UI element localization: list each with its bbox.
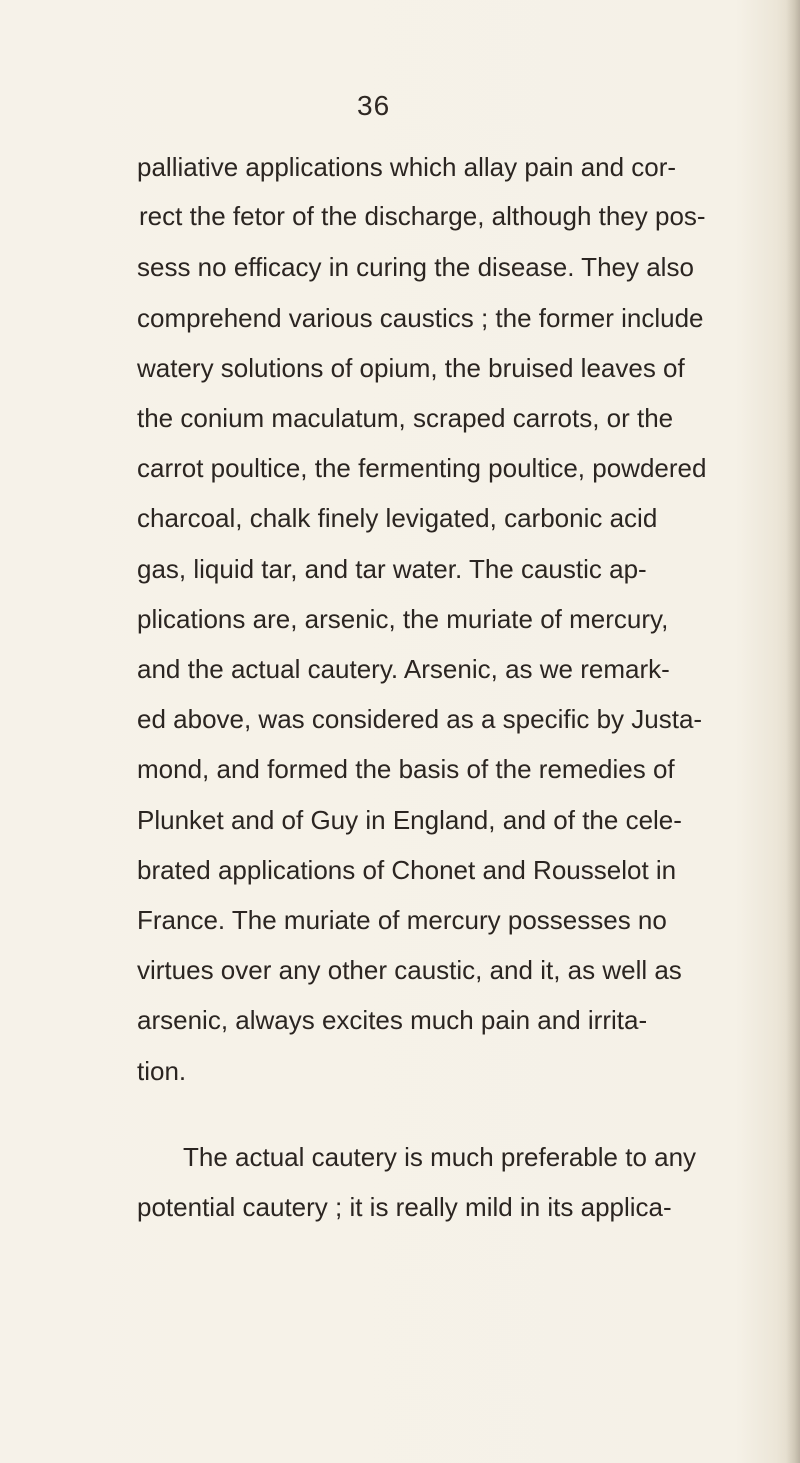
text-line: brated applications of Chonet and Rousselot in: [137, 855, 677, 885]
text-line: ed above, was considered as a specific by Justa-: [137, 704, 703, 734]
text-line: palliative applications which allay pain and cor-: [137, 152, 677, 182]
text-line: potential cautery ; it is really mild in its applica-: [137, 1192, 672, 1222]
text-line: watery solutions of opium, the bruised leaves of: [137, 353, 685, 383]
text-line: gas, liquid tar, and tar water. The caustic ap-: [137, 554, 647, 584]
text-line: carrot poultice, the fermenting poultice, powdered: [137, 453, 707, 483]
text-line-paragraph-start: The actual cautery is much preferable to any: [183, 1142, 697, 1172]
text-line: sess no efficacy in curing the disease. They also: [137, 252, 694, 282]
text-line: arsenic, always excites much pain and irrita-: [137, 1005, 648, 1035]
page-number: 36: [357, 90, 391, 121]
text-line: tion.: [137, 1056, 187, 1086]
text-line: comprehend various caustics ; the former include: [137, 303, 704, 333]
text-line: mond, and formed the basis of the remedies of: [137, 754, 675, 784]
text-line: plications are, arsenic, the muriate of mercury,: [137, 604, 669, 634]
text-line: rect the fetor of the discharge, although they pos-: [139, 201, 706, 231]
text-line: virtues over any other caustic, and it, as well as: [137, 955, 682, 985]
text-line: Plunket and of Guy in England, and of the cele-: [137, 805, 682, 835]
text-line: the conium maculatum, scraped carrots, or the: [137, 403, 674, 433]
text-line: and the actual cautery. Arsenic, as we remark-: [137, 654, 670, 684]
text-line: France. The muriate of mercury possesses no: [137, 905, 667, 935]
text-line: charcoal, chalk finely levigated, carbonic acid: [137, 503, 658, 533]
